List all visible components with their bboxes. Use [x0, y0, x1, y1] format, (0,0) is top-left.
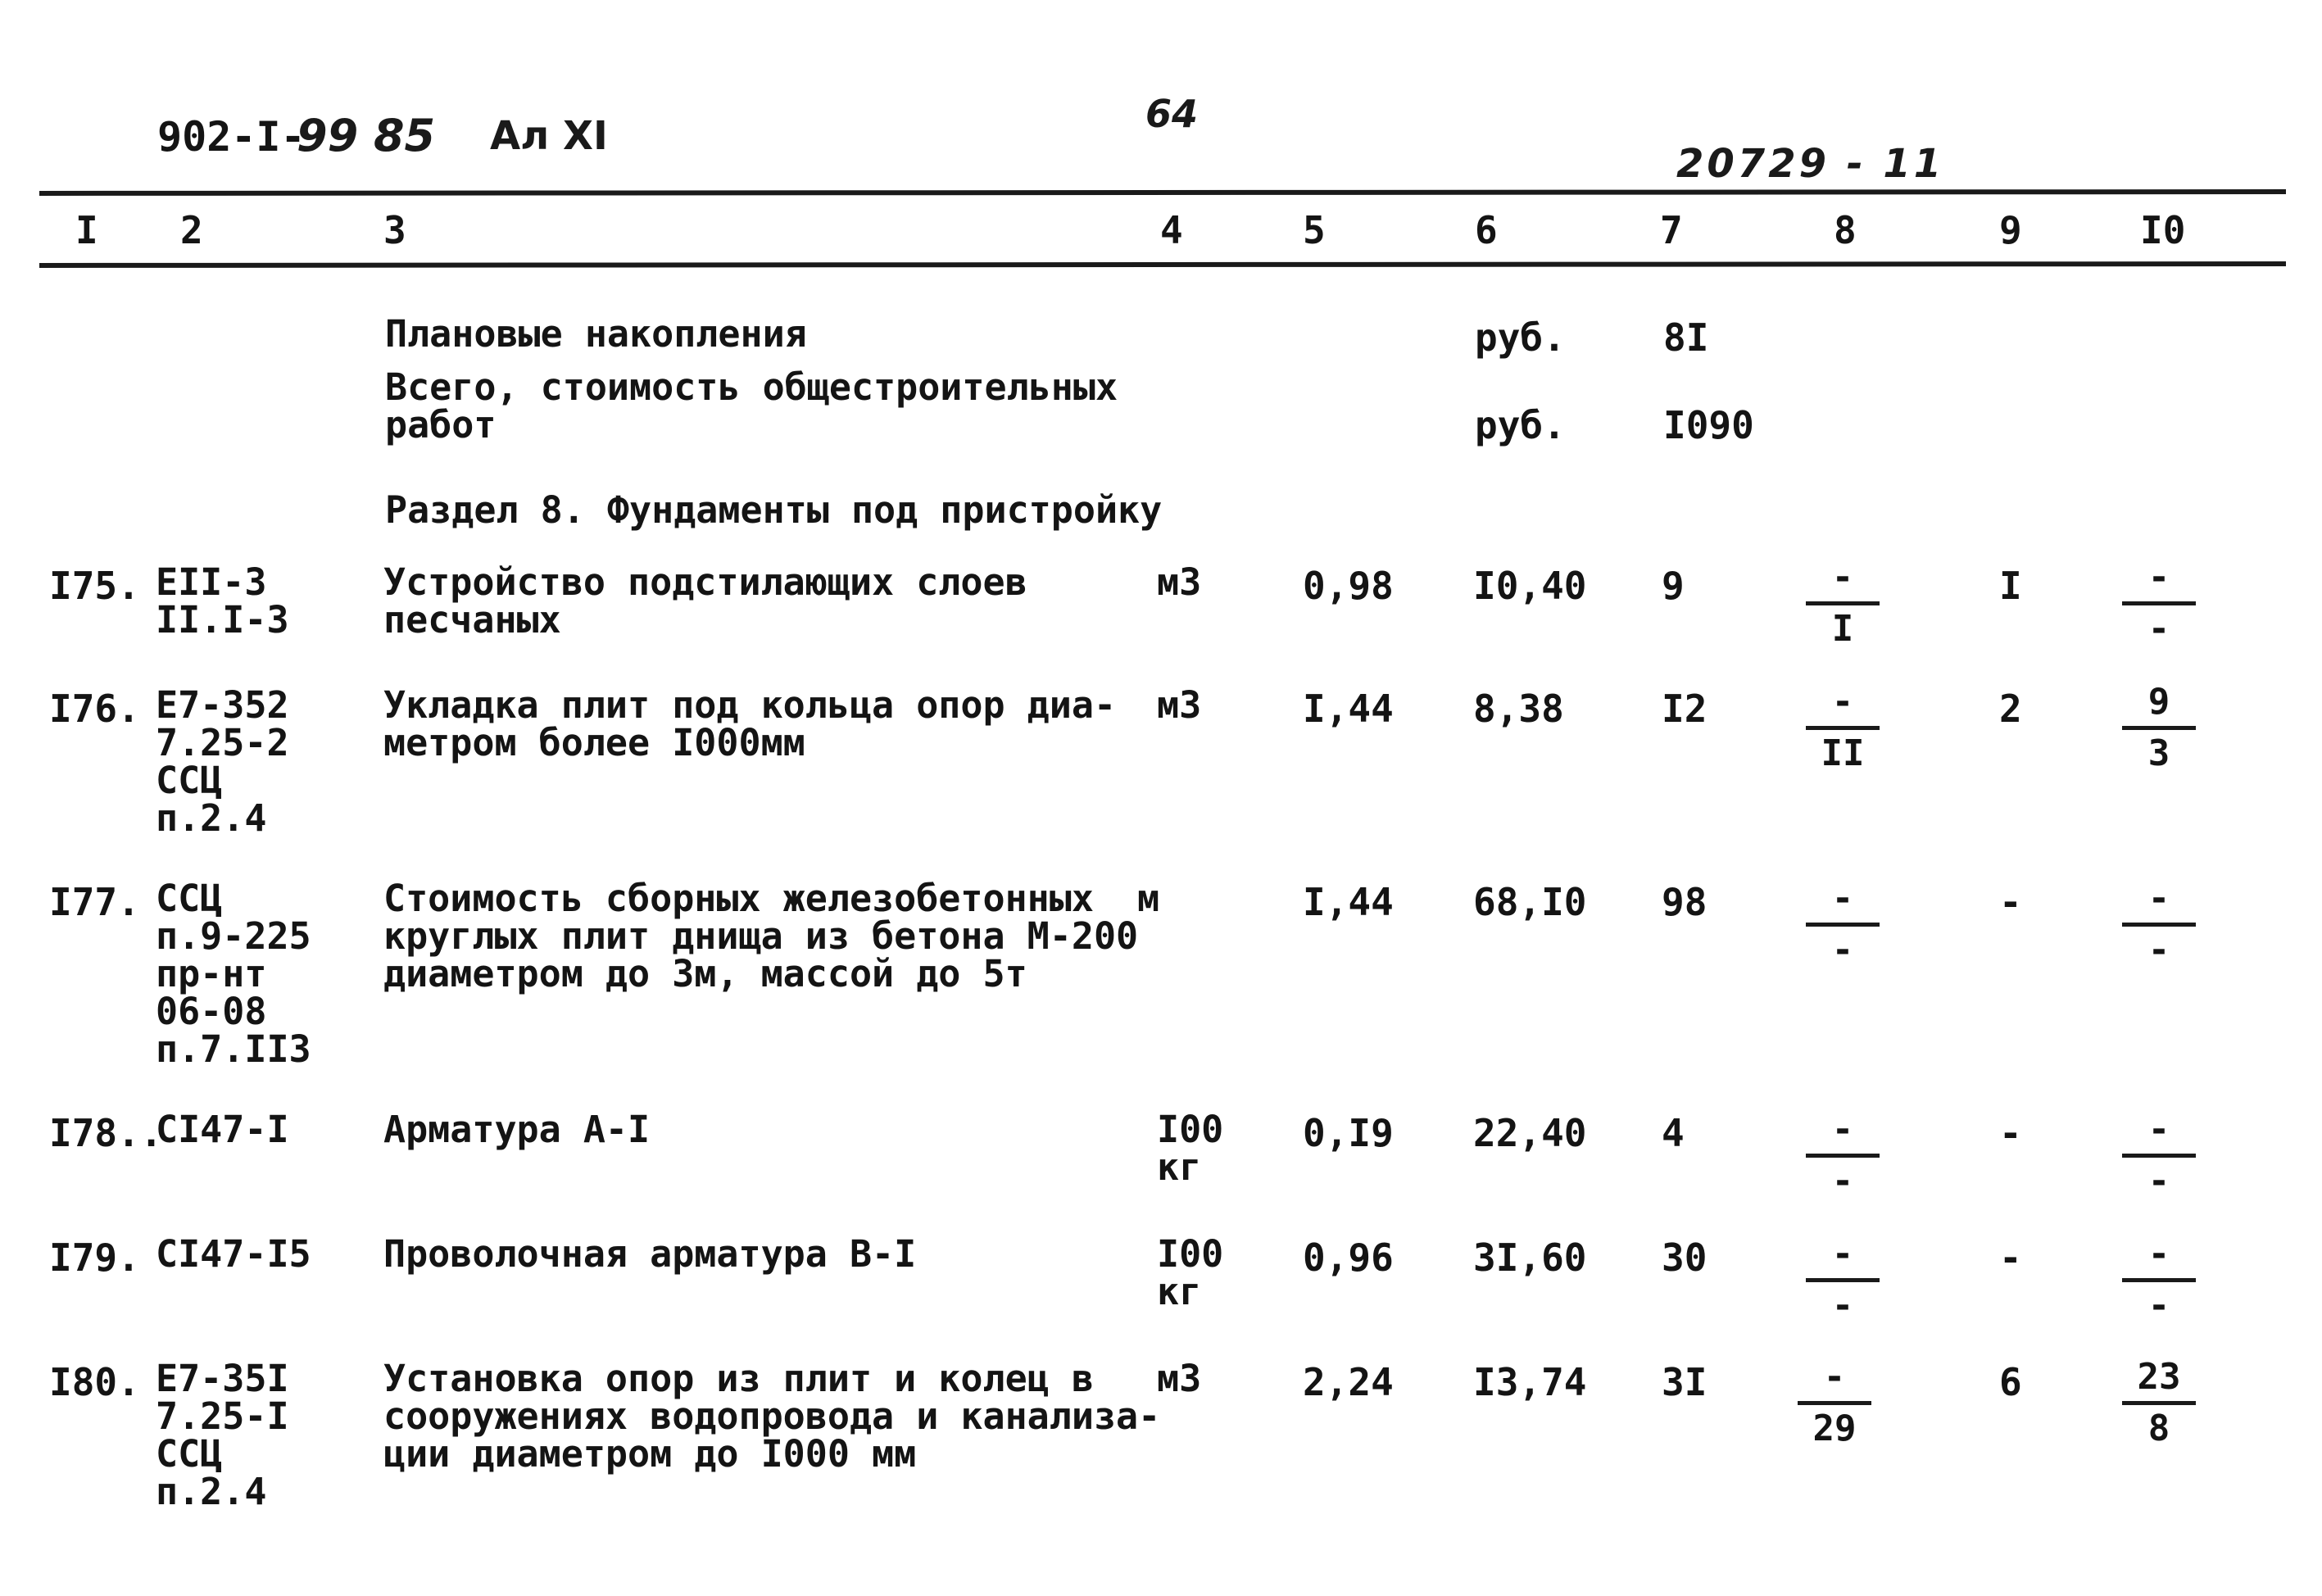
- row-total: 4: [1662, 1111, 1685, 1155]
- fraction-bar: [1806, 726, 1880, 730]
- fraction-bottom: -: [1831, 929, 1854, 971]
- inventory-number: 20729 - 11: [1676, 141, 1945, 187]
- fraction-top: -: [1823, 1356, 1846, 1398]
- fraction-bar: [1806, 601, 1880, 605]
- row-unit: м3: [1157, 560, 1202, 604]
- fraction-bar: [1806, 1154, 1880, 1158]
- summary-unit: руб.: [1475, 315, 1566, 360]
- row-name: Арматура А-I: [383, 1108, 651, 1151]
- fraction-bar: [1798, 1401, 1871, 1405]
- row-total: 98: [1662, 880, 1707, 924]
- fraction-bottom: 29: [1812, 1408, 1857, 1449]
- row-number: I75.: [49, 564, 140, 608]
- fraction-bottom: -: [2147, 1285, 2170, 1326]
- col-header-9: 9: [1999, 208, 2022, 252]
- row-name: Установка опор из плит и колец в сооружениях водопровода и канализа- ции диаметром до I000 мм: [383, 1357, 1161, 1476]
- row-qty: 0,I9: [1303, 1111, 1394, 1155]
- col-header-8: 8: [1834, 208, 1857, 252]
- row-code: ЕII-3 II.I-3: [156, 560, 289, 642]
- summary-value: 8I: [1663, 315, 1709, 360]
- row-name: Устройство подстилающих слоев песчаных: [383, 560, 1027, 642]
- fraction-bottom: II: [1821, 732, 1865, 774]
- page-number: 64: [1145, 92, 1199, 136]
- fraction-bar: [2122, 726, 2196, 730]
- row-unit: I00 кг: [1157, 1108, 1224, 1189]
- row-price: 22,40: [1473, 1111, 1587, 1155]
- album-label: Ал XI: [490, 113, 608, 159]
- section-title: Раздел 8. Фундаменты под пристройку: [385, 488, 1163, 532]
- col-header-2: 2: [180, 208, 203, 252]
- row-price: I0,40: [1473, 564, 1587, 608]
- table-top-rule: [39, 189, 2286, 196]
- row-col8-fraction: [1806, 557, 1880, 650]
- row-col9: -: [1999, 1236, 2022, 1280]
- col-header-4: 4: [1160, 208, 1183, 252]
- fraction-bar: [2122, 601, 2196, 605]
- fraction-top: -: [1831, 556, 1854, 598]
- row-qty: I,44: [1303, 880, 1394, 924]
- row-code: Е7-35I 7.25-I ССЦ п.2.4: [156, 1357, 289, 1513]
- fraction-bar: [2122, 1278, 2196, 1282]
- summary-value: I090: [1663, 403, 1754, 447]
- row-qty: 2,24: [1303, 1360, 1394, 1404]
- row-qty: I,44: [1303, 687, 1394, 731]
- row-total: 3I: [1662, 1360, 1707, 1404]
- row-col9: I: [1999, 564, 2022, 608]
- row-total: 30: [1662, 1236, 1707, 1280]
- fraction-bottom: -: [1831, 1285, 1854, 1326]
- row-col10-fraction: [2122, 557, 2196, 650]
- row-code: CI47-I5: [156, 1232, 311, 1276]
- row-col10-fraction: [2122, 1357, 2196, 1449]
- row-price: 68,I0: [1473, 880, 1587, 924]
- row-number: I76.: [49, 687, 140, 731]
- fraction-bar: [2122, 1154, 2196, 1158]
- row-unit: I00 кг: [1157, 1232, 1224, 1313]
- summary-name: Плановые накопления: [385, 312, 807, 356]
- fraction-bottom: -: [2147, 608, 2170, 650]
- summary-unit: руб.: [1475, 403, 1566, 447]
- fraction-top: -: [2147, 877, 2170, 919]
- fraction-top: -: [2147, 1109, 2170, 1150]
- row-col10-fraction: [2122, 878, 2196, 971]
- col-header-7: 7: [1660, 208, 1683, 252]
- row-col9: -: [1999, 1111, 2022, 1155]
- row-code: Е7-352 7.25-2 ССЦ п.2.4: [156, 683, 289, 840]
- fraction-bottom: 3: [2147, 732, 2170, 774]
- document-code: 902-I-: [157, 113, 306, 161]
- row-unit: м: [1137, 877, 1160, 920]
- fraction-top: -: [2147, 556, 2170, 598]
- fraction-bar: [2122, 1401, 2196, 1405]
- row-total: 9: [1662, 564, 1685, 608]
- row-code: CI47-I: [156, 1108, 289, 1151]
- fraction-bar: [1806, 1278, 1880, 1282]
- fraction-bottom: -: [1831, 1160, 1854, 1202]
- row-col8-fraction: [1798, 1357, 1871, 1449]
- row-total: I2: [1662, 687, 1707, 731]
- row-name: Проволочная арматура В-I: [383, 1232, 917, 1276]
- row-col9: 2: [1999, 687, 2022, 731]
- row-unit: м3: [1157, 683, 1202, 727]
- fraction-bottom: I: [1831, 608, 1854, 650]
- fraction-top: 23: [2137, 1356, 2181, 1398]
- fraction-top: -: [1831, 877, 1854, 919]
- row-col8-fraction: [1806, 1234, 1880, 1326]
- col-header-6: 6: [1475, 208, 1498, 252]
- row-col10-fraction: [2122, 1234, 2196, 1326]
- row-number: I80.: [49, 1360, 140, 1404]
- row-code: ССЦ п.9-225 пр-нт 06-08 п.7.II3: [156, 877, 311, 1071]
- row-col10-fraction: [2122, 1109, 2196, 1202]
- row-number: I79.: [49, 1236, 140, 1280]
- col-header-5: 5: [1303, 208, 1326, 252]
- row-col9: -: [1999, 880, 2022, 924]
- row-col9: 6: [1999, 1360, 2022, 1404]
- fraction-bar: [1806, 923, 1880, 927]
- fraction-bottom: -: [2147, 929, 2170, 971]
- row-unit: м3: [1157, 1357, 1202, 1400]
- fraction-top: 9: [2147, 681, 2170, 723]
- row-qty: 0,96: [1303, 1236, 1394, 1280]
- row-price: I3,74: [1473, 1360, 1587, 1404]
- row-number: I77.: [49, 880, 140, 924]
- row-qty: 0,98: [1303, 564, 1394, 608]
- fraction-top: -: [1831, 1109, 1854, 1150]
- fraction-bottom: 8: [2147, 1408, 2170, 1449]
- col-header-1: I: [75, 208, 98, 252]
- fraction-bottom: -: [2147, 1160, 2170, 1202]
- fraction-top: -: [2147, 1233, 2170, 1275]
- row-price: 3I,60: [1473, 1236, 1587, 1280]
- col-header-3: 3: [383, 208, 406, 252]
- fraction-top: -: [1831, 681, 1854, 723]
- row-name: Стоимость сборных железобетонных круглых плит днища из бетона М-200 диаметром до 3м, массой до 5т: [383, 877, 1139, 995]
- row-price: 8,38: [1473, 687, 1564, 731]
- row-name: Укладка плит под кольца опор диа- метром более I000мм: [383, 683, 1117, 764]
- col-header-10: I0: [2140, 208, 2186, 252]
- row-number: I78..: [49, 1111, 163, 1155]
- row-col8-fraction: [1806, 682, 1880, 774]
- fraction-top: -: [1831, 1233, 1854, 1275]
- fraction-bar: [2122, 923, 2196, 927]
- summary-name: Всего, стоимость общестроительных работ: [385, 365, 1118, 447]
- handwritten-series: 99 85: [297, 110, 436, 161]
- row-col10-fraction: [2122, 682, 2196, 774]
- row-col8-fraction: [1806, 1109, 1880, 1202]
- row-col8-fraction: [1806, 878, 1880, 971]
- header-bottom-rule: [39, 261, 2286, 268]
